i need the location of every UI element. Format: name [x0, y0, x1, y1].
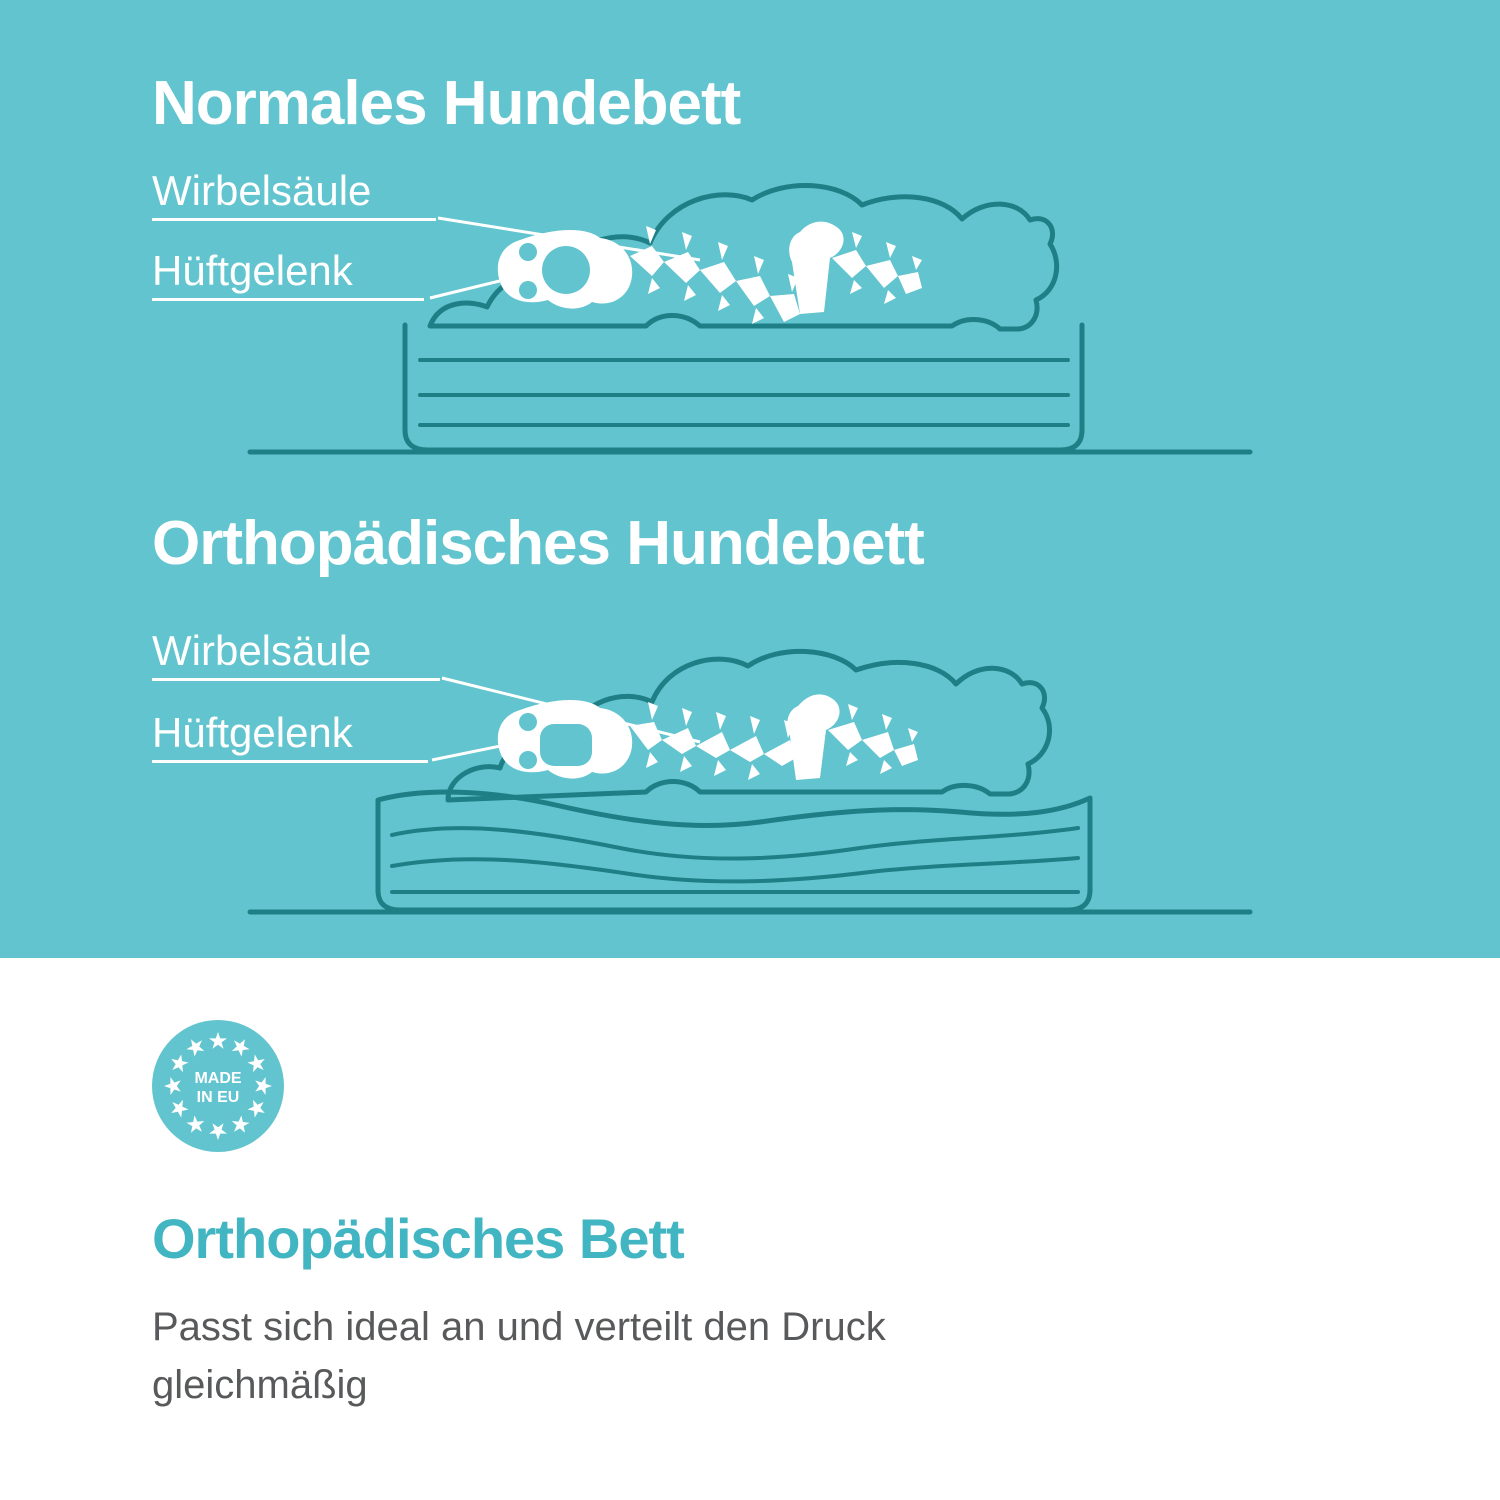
badge-line-1: MADE — [194, 1070, 242, 1087]
section-title-normal-bed: Normales Hundebett — [152, 69, 741, 138]
label-spine-normal: Wirbelsäule — [152, 170, 436, 221]
made-in-eu-badge — [152, 1020, 284, 1152]
section-title-ortho-bed: Orthopädisches Hundebett — [152, 509, 924, 578]
badge-line-2: IN EU — [196, 1089, 240, 1106]
info-heading: Orthopädisches Bett — [152, 1207, 684, 1270]
info-body-text: Passt sich ideal an und verteilt den Druck gleichmäßig — [152, 1305, 886, 1407]
label-hip-normal: Hüftgelenk — [152, 250, 424, 301]
label-spine-ortho: Wirbelsäule — [152, 630, 440, 681]
info-panel — [0, 958, 1500, 1500]
label-hip-ortho: Hüftgelenk — [152, 712, 428, 763]
